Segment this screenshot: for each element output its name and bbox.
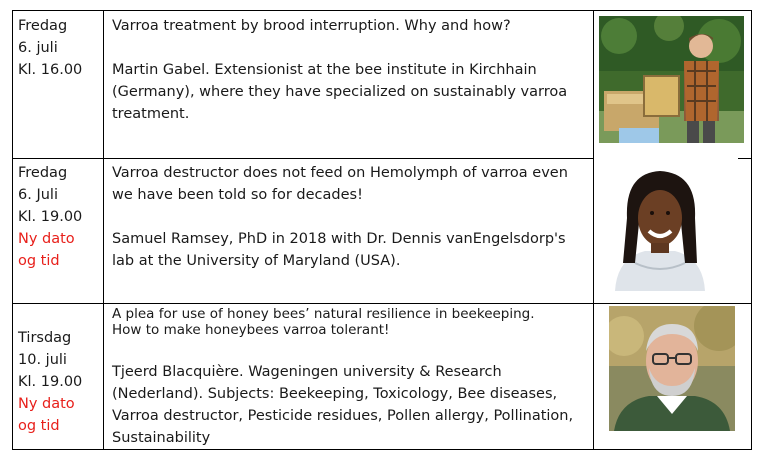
row-2-date: [18, 162, 82, 272]
row-2-title-line-2: we have been told so for decades!: [112, 187, 363, 203]
row-3-title-line-1: A plea for use of honey bees’ natural resilience in beekeeping.: [112, 306, 535, 322]
row-3-new-date-note-2: og tid: [18, 418, 60, 434]
row-2-date-day: 6. Juli: [18, 187, 58, 203]
row-3-speaker-line-3: Varroa destructor, Pesticide residues, Pollen allergy, Pollination,: [112, 408, 574, 424]
row-divider-1-photo: [738, 158, 752, 159]
row-2-time: Kl. 19.00: [18, 209, 83, 225]
table-border-left: [12, 10, 13, 450]
row-3-new-date-note-1: Ny dato: [18, 396, 75, 412]
row-divider-2: [12, 303, 752, 304]
row-1-title: Varroa treatment by brood interruption. Why and how?: [112, 18, 511, 34]
row-1-speaker-line-3: treatment.: [112, 106, 190, 122]
row-3-weekday: Tirsdag: [18, 330, 72, 346]
row-3-title-line-2: How to make honeybees varroa tolerant!: [112, 322, 390, 338]
row-2-description: [112, 162, 568, 272]
row-2-weekday: Fredag: [18, 165, 68, 181]
row-3-date-day: 10. juli: [18, 352, 67, 368]
photo-speaker-portrait-2: [605, 163, 715, 291]
row-3-title: [112, 306, 535, 338]
row-divider-1: [12, 158, 594, 159]
row-1-weekday: Fredag: [18, 18, 68, 34]
row-1-speaker-line-1: Martin Gabel. Extensionist at the bee institute in Kirchhain: [112, 62, 537, 78]
row-1-date-day: 6. juli: [18, 40, 58, 56]
row-2-new-date-note-1: Ny dato: [18, 231, 75, 247]
table-border-right: [751, 10, 752, 450]
row-3-speaker-line-1: Tjeerd Blacquière. Wageningen university & Research: [112, 364, 502, 380]
table-border-top: [12, 10, 752, 11]
row-3-time: Kl. 19.00: [18, 374, 83, 390]
row-2-speaker-line-1: Samuel Ramsey, PhD in 2018 with Dr. Dennis vanEngelsdorp's: [112, 231, 566, 247]
column-divider-photo: [593, 10, 594, 450]
column-divider-date: [103, 10, 104, 450]
row-3-date: [18, 327, 82, 437]
table-border-bottom: [12, 449, 752, 450]
row-3-speaker-line-2: (Nederland). Subjects: Beekeeping, Toxicology, Bee diseases,: [112, 386, 558, 402]
photo-speaker-portrait-3: [609, 306, 735, 431]
row-2-speaker-line-2: lab at the University of Maryland (USA).: [112, 253, 401, 269]
row-2-new-date-note-2: og tid: [18, 253, 60, 269]
row-1-time: Kl. 16.00: [18, 62, 83, 78]
row-3-speaker-line-4: Sustainability: [112, 430, 211, 446]
row-1-date: [18, 15, 82, 81]
row-3-speaker: [112, 361, 573, 449]
row-1-speaker-line-2: (Germany), where they have specialized on sustainably varroa: [112, 84, 568, 100]
row-2-title-line-1: Varroa destructor does not feed on Hemolymph of varroa even: [112, 165, 568, 181]
photo-beekeeper-at-hive: [599, 16, 744, 143]
row-1-description: [112, 15, 567, 125]
